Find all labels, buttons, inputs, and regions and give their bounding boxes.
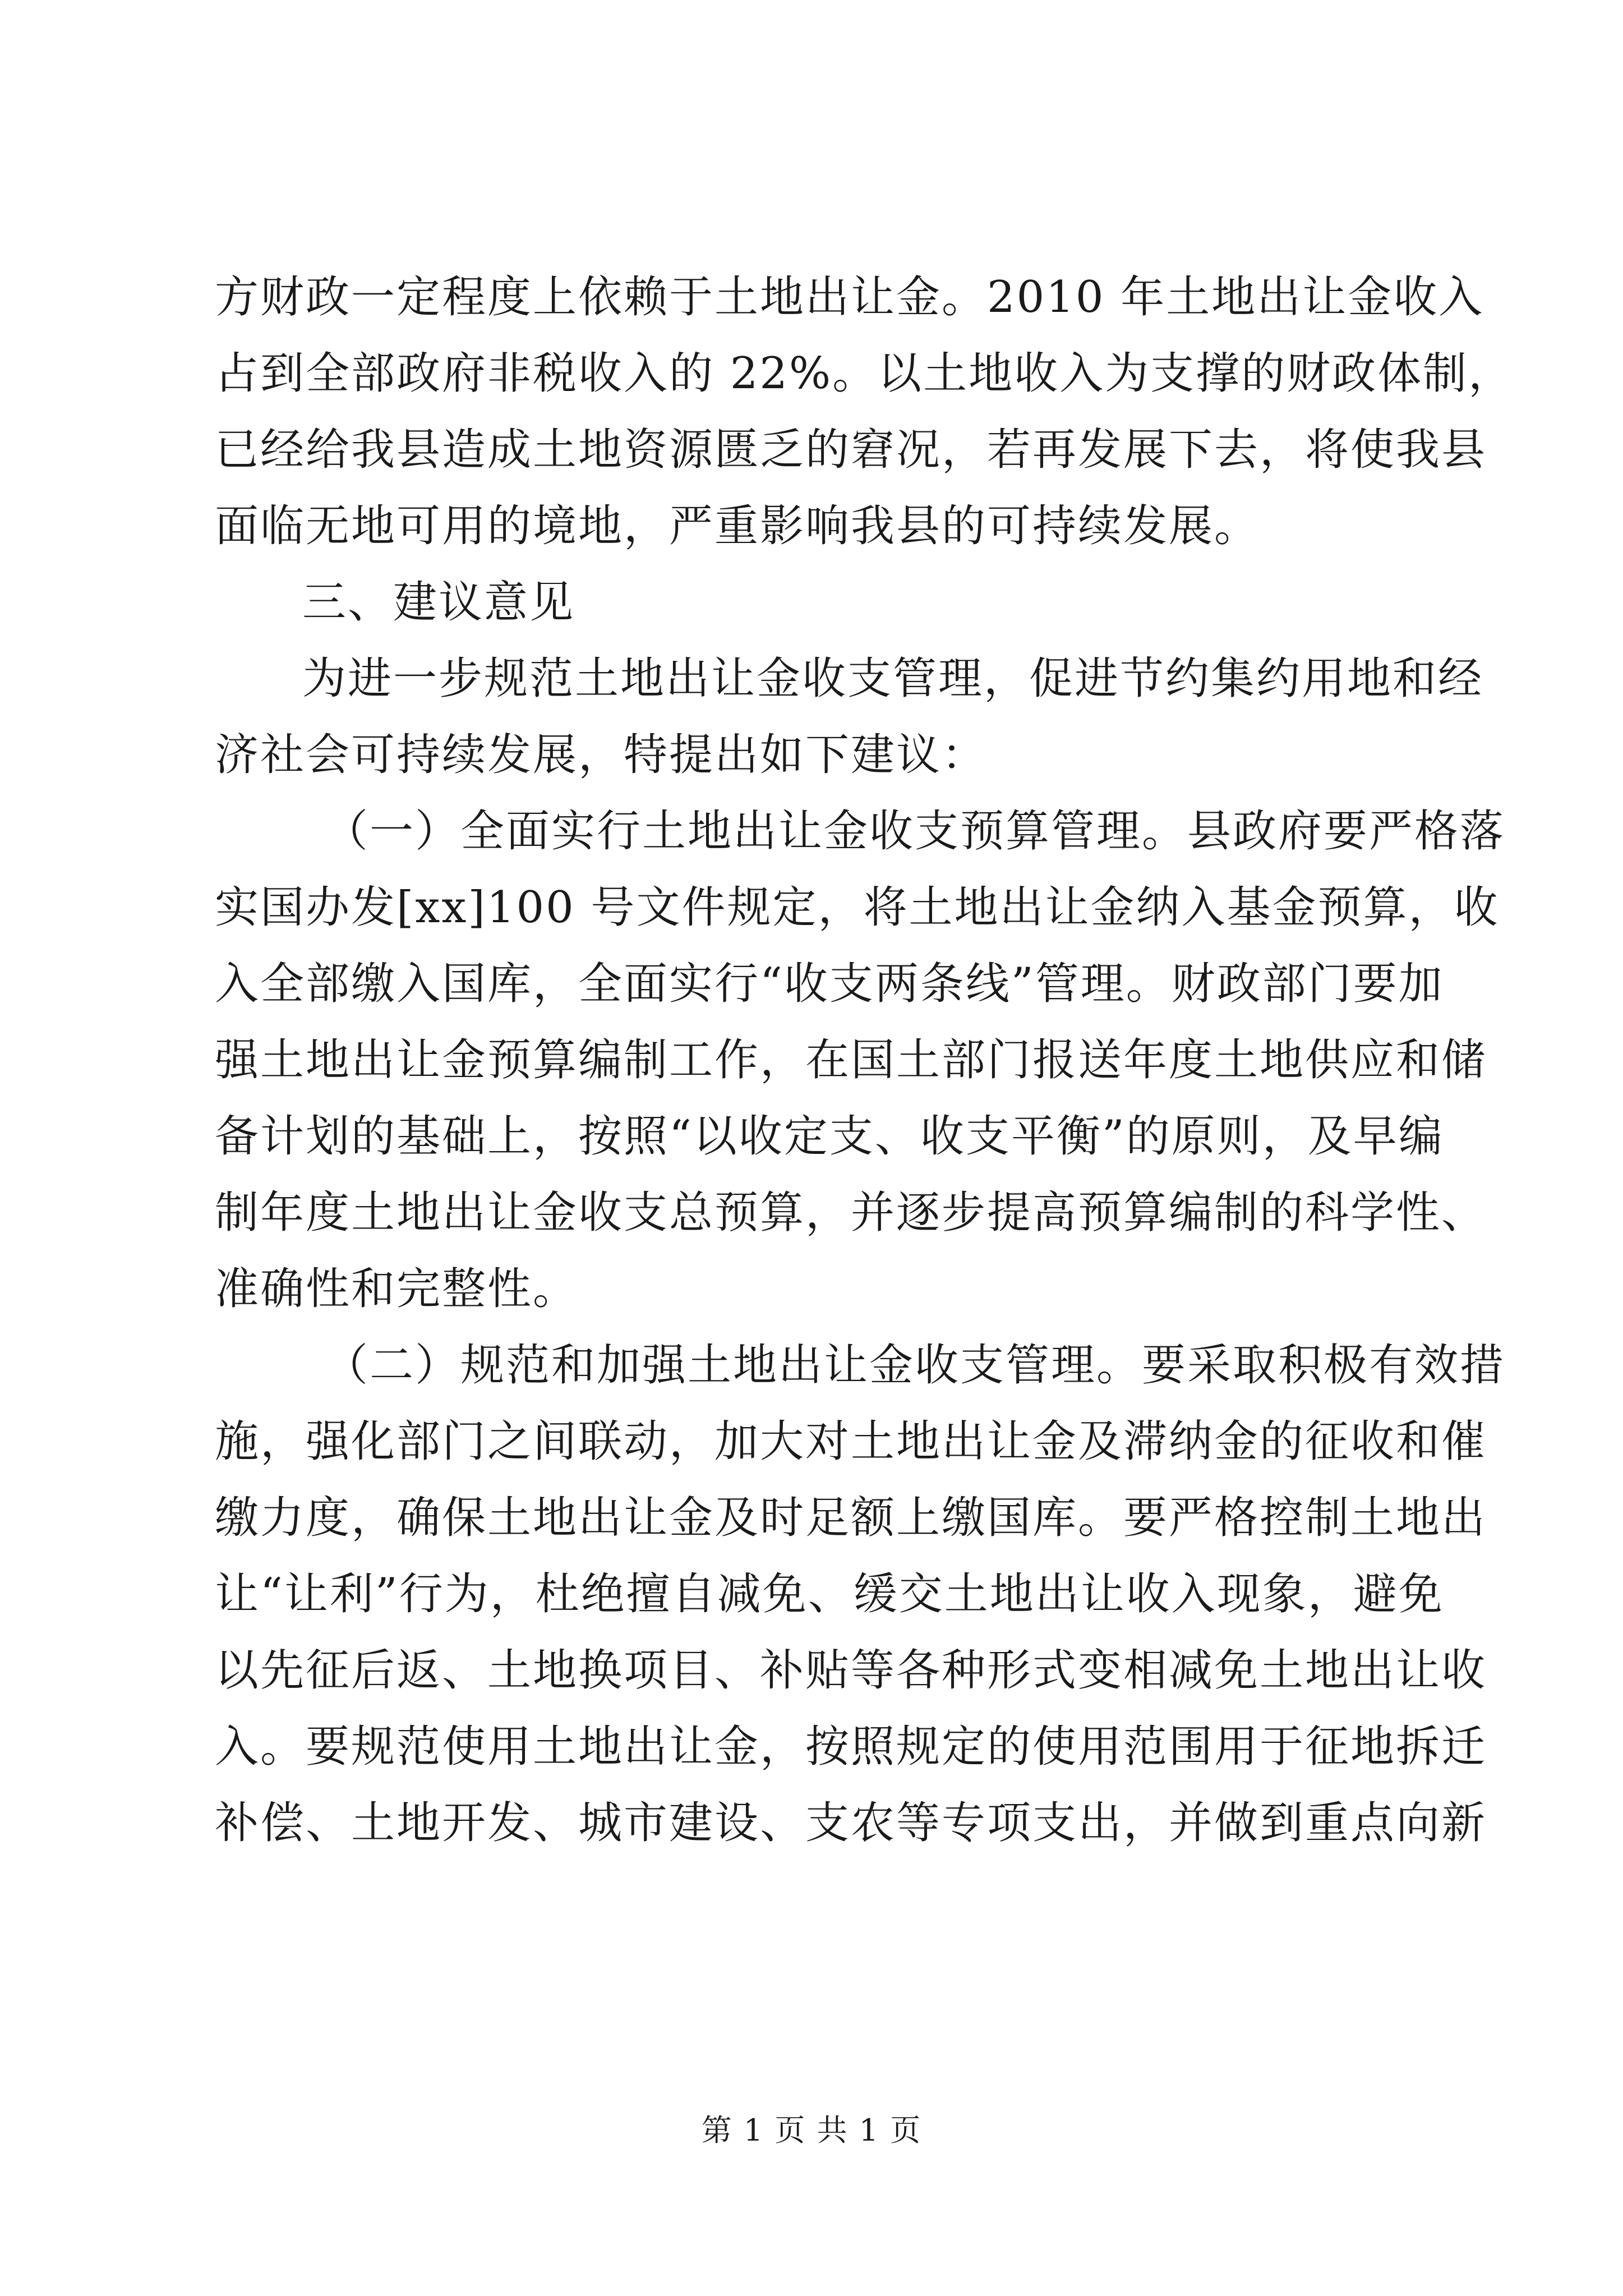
text-line: 补偿、土地开发、城市建设、支农等专项支出，并做到重点向新 bbox=[215, 1798, 1487, 1848]
text-line: 济社会可持续发展，特提出如下建议： bbox=[215, 730, 988, 780]
text-line: 已经给我县造成土地资源匮乏的窘况，若再发展下去，将使我县 bbox=[215, 425, 1487, 475]
text-line: 入。要规范使用土地出让金，按照规定的使用范围用于征地拆迁 bbox=[215, 1722, 1487, 1772]
text-line: 让“让利”行为，杜绝擅自减免、缓交土地出让收入现象，避免 bbox=[215, 1569, 1444, 1619]
text-line: 方财政一定程度上依赖于土地出让金。2010 年土地出让金收入 bbox=[215, 272, 1484, 323]
text-line: 面临无地可用的境地，严重影响我县的可持续发展。 bbox=[215, 501, 1260, 551]
page-footer bbox=[0, 2106, 1623, 2150]
text-line: （一）全面实行土地出让金收支预算管理。县政府要严格落 bbox=[324, 806, 1506, 857]
text-line: 制年度土地出让金收支总预算，并逐步提高预算编制的科学性、 bbox=[215, 1188, 1487, 1238]
text-line: 准确性和完整性。 bbox=[215, 1264, 579, 1314]
text-line: （二）规范和加强土地出让金收支管理。要采取积极有效措 bbox=[324, 1340, 1506, 1391]
text-line: 缴力度，确保土地出让金及时足额上缴国库。要严格控制土地出 bbox=[215, 1493, 1487, 1543]
section-heading: 三、建议意见 bbox=[302, 577, 575, 628]
text-line: 实国办发[xx]100 号文件规定，将土地出让金纳入基金预算，收 bbox=[215, 882, 1500, 933]
document-body bbox=[215, 259, 1514, 1861]
text-line: 占到全部政府非税收入的 22%。以土地收入为支撑的财政体制， bbox=[215, 348, 1514, 399]
text-line: 以先征后返、土地换项目、补贴等各种形式变相减免土地出让收 bbox=[215, 1645, 1487, 1696]
page-number-label: 第 1 页 共 1 页 bbox=[701, 2113, 922, 2148]
text-line: 施，强化部门之间联动，加大对土地出让金及滞纳金的征收和催 bbox=[215, 1416, 1487, 1467]
text-line: 备计划的基础上，按照“以收定支、收支平衡”的原则，及早编 bbox=[215, 1111, 1444, 1162]
text-line: 强土地出让金预算编制工作，在国土部门报送年度土地供应和储 bbox=[215, 1035, 1487, 1085]
text-line: 为进一步规范土地出让金收支管理，促进节约集约用地和经 bbox=[302, 654, 1484, 704]
text-line: 入全部缴入国库，全面实行“收支两条线”管理。财政部门要加 bbox=[215, 959, 1444, 1009]
